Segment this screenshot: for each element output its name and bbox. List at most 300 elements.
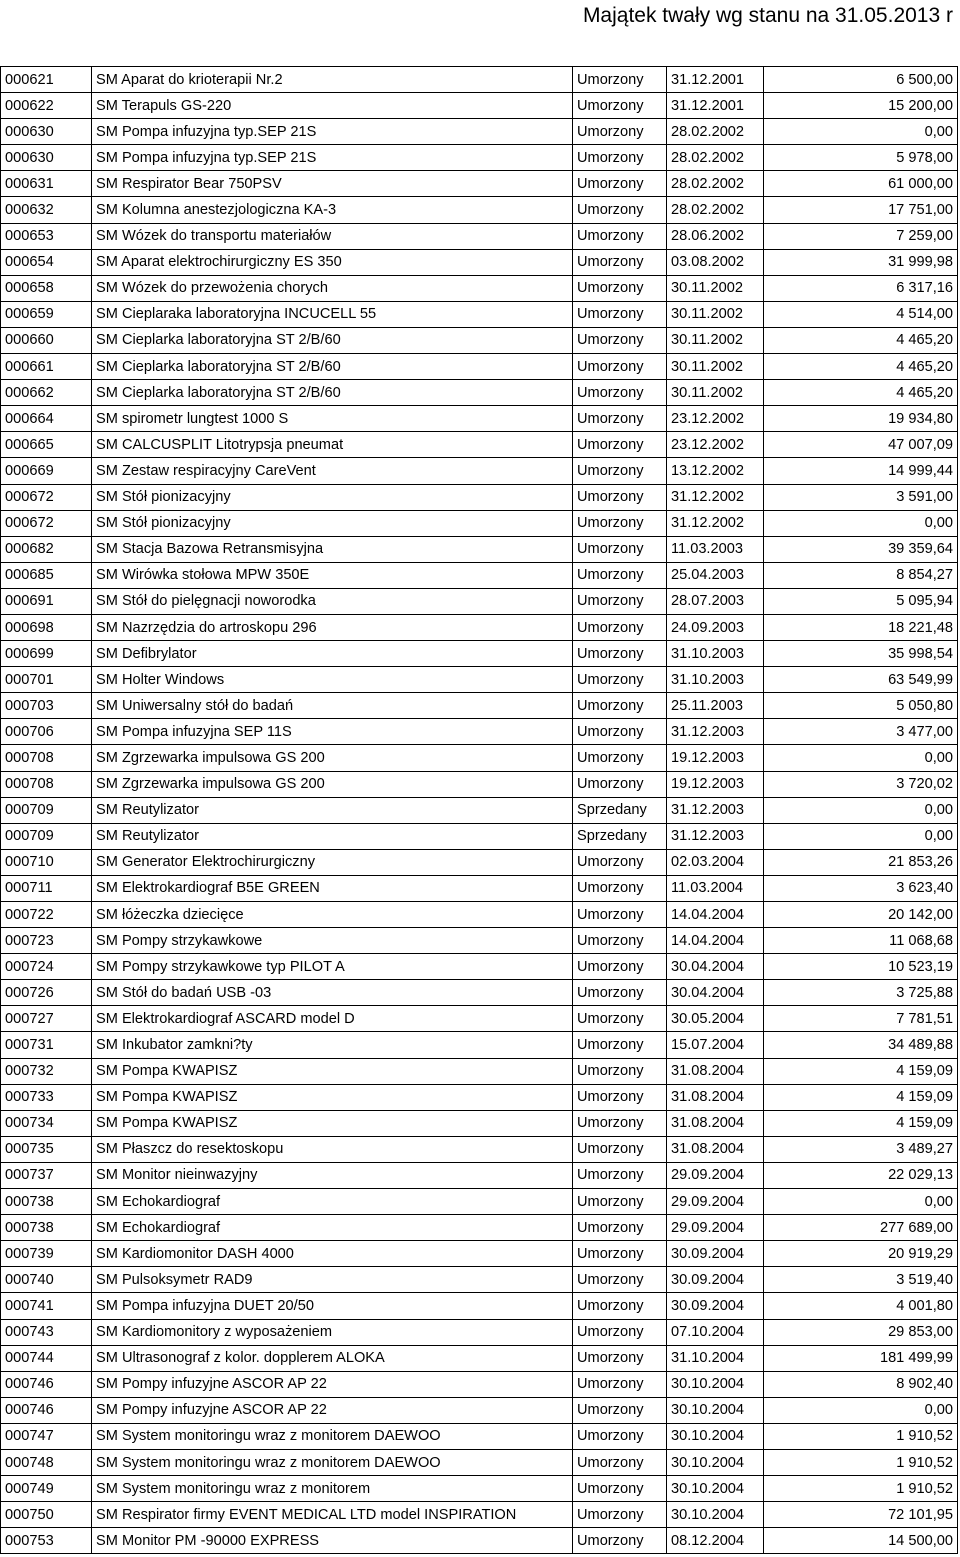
asset-status-cell: Umorzony <box>573 1058 667 1084</box>
table-row <box>1 1397 958 1423</box>
asset-id-cell: 000738 <box>1 1215 92 1241</box>
asset-date-cell: 30.05.2004 <box>667 1006 764 1032</box>
table-row <box>1 275 958 301</box>
asset-date-cell: 31.12.2001 <box>667 67 764 93</box>
asset-date-cell: 25.04.2003 <box>667 562 764 588</box>
asset-value-cell: 4 514,00 <box>764 301 958 327</box>
asset-date-cell: 30.10.2004 <box>667 1371 764 1397</box>
table-row <box>1 928 958 954</box>
asset-id-cell: 000731 <box>1 1032 92 1058</box>
table-row <box>1 771 958 797</box>
table-row <box>1 458 958 484</box>
asset-status-cell: Umorzony <box>573 1476 667 1502</box>
asset-value-cell: 3 720,02 <box>764 771 958 797</box>
asset-name-cell: SM Terapuls GS-220 <box>92 93 573 119</box>
asset-value-cell: 17 751,00 <box>764 197 958 223</box>
asset-status-cell: Umorzony <box>573 1032 667 1058</box>
asset-date-cell: 31.08.2004 <box>667 1110 764 1136</box>
asset-value-cell: 4 001,80 <box>764 1293 958 1319</box>
asset-id-cell: 000735 <box>1 1136 92 1162</box>
asset-value-cell: 4 465,20 <box>764 354 958 380</box>
asset-date-cell: 11.03.2004 <box>667 875 764 901</box>
asset-id-cell: 000661 <box>1 354 92 380</box>
asset-value-cell: 47 007,09 <box>764 432 958 458</box>
asset-date-cell: 31.10.2003 <box>667 641 764 667</box>
asset-name-cell: SM Pulsoksymetr RAD9 <box>92 1267 573 1293</box>
asset-value-cell: 3 623,40 <box>764 875 958 901</box>
asset-name-cell: SM Uniwersalny stół do badań <box>92 693 573 719</box>
table-row <box>1 954 958 980</box>
asset-value-cell: 72 101,95 <box>764 1502 958 1528</box>
asset-date-cell: 11.03.2003 <box>667 536 764 562</box>
asset-value-cell: 5 050,80 <box>764 693 958 719</box>
asset-date-cell: 19.12.2003 <box>667 771 764 797</box>
table-row <box>1 1189 958 1215</box>
asset-status-cell: Umorzony <box>573 406 667 432</box>
asset-status-cell: Umorzony <box>573 1345 667 1371</box>
table-row <box>1 1319 958 1345</box>
asset-id-cell: 000685 <box>1 562 92 588</box>
asset-value-cell: 181 499,99 <box>764 1345 958 1371</box>
asset-status-cell: Umorzony <box>573 536 667 562</box>
asset-status-cell: Umorzony <box>573 1110 667 1136</box>
asset-date-cell: 31.12.2003 <box>667 823 764 849</box>
asset-value-cell: 22 029,13 <box>764 1162 958 1188</box>
asset-id-cell: 000711 <box>1 875 92 901</box>
asset-date-cell: 07.10.2004 <box>667 1319 764 1345</box>
asset-date-cell: 31.12.2002 <box>667 484 764 510</box>
asset-value-cell: 0,00 <box>764 797 958 823</box>
asset-status-cell: Umorzony <box>573 119 667 145</box>
asset-name-cell: SM Generator Elektrochirurgiczny <box>92 849 573 875</box>
asset-status-cell: Umorzony <box>573 902 667 928</box>
asset-status-cell: Umorzony <box>573 458 667 484</box>
asset-id-cell: 000750 <box>1 1502 92 1528</box>
asset-name-cell: SM Zgrzewarka impulsowa GS 200 <box>92 771 573 797</box>
table-row <box>1 1084 958 1110</box>
asset-value-cell: 10 523,19 <box>764 954 958 980</box>
asset-status-cell: Umorzony <box>573 954 667 980</box>
asset-date-cell: 31.12.2002 <box>667 510 764 536</box>
asset-id-cell: 000722 <box>1 902 92 928</box>
table-row <box>1 1423 958 1449</box>
asset-name-cell: SM CALCUSPLIT Litotrypsja pneumat <box>92 432 573 458</box>
asset-id-cell: 000743 <box>1 1319 92 1345</box>
asset-name-cell: SM Pompy strzykawkowe <box>92 928 573 954</box>
asset-date-cell: 30.09.2004 <box>667 1241 764 1267</box>
asset-date-cell: 30.10.2004 <box>667 1449 764 1475</box>
asset-date-cell: 24.09.2003 <box>667 614 764 640</box>
asset-date-cell: 29.09.2004 <box>667 1162 764 1188</box>
asset-status-cell: Umorzony <box>573 354 667 380</box>
asset-id-cell: 000746 <box>1 1371 92 1397</box>
asset-status-cell: Umorzony <box>573 327 667 353</box>
asset-value-cell: 4 465,20 <box>764 327 958 353</box>
asset-date-cell: 31.08.2004 <box>667 1058 764 1084</box>
asset-status-cell: Umorzony <box>573 693 667 719</box>
asset-name-cell: SM Elektrokardiograf B5E GREEN <box>92 875 573 901</box>
asset-id-cell: 000738 <box>1 1189 92 1215</box>
asset-name-cell: SM Defibrylator <box>92 641 573 667</box>
asset-status-cell: Umorzony <box>573 1136 667 1162</box>
asset-name-cell: SM System monitoringu wraz z monitorem DAEWOO <box>92 1449 573 1475</box>
asset-value-cell: 15 200,00 <box>764 93 958 119</box>
asset-date-cell: 30.09.2004 <box>667 1293 764 1319</box>
table-row <box>1 641 958 667</box>
asset-value-cell: 11 068,68 <box>764 928 958 954</box>
asset-status-cell: Umorzony <box>573 484 667 510</box>
asset-status-cell: Umorzony <box>573 980 667 1006</box>
asset-value-cell: 3 725,88 <box>764 980 958 1006</box>
asset-status-cell: Umorzony <box>573 875 667 901</box>
asset-date-cell: 30.10.2004 <box>667 1476 764 1502</box>
asset-value-cell: 3 477,00 <box>764 719 958 745</box>
asset-value-cell: 61 000,00 <box>764 171 958 197</box>
asset-date-cell: 15.07.2004 <box>667 1032 764 1058</box>
asset-date-cell: 31.08.2004 <box>667 1084 764 1110</box>
asset-id-cell: 000682 <box>1 536 92 562</box>
asset-date-cell: 14.04.2004 <box>667 928 764 954</box>
asset-id-cell: 000739 <box>1 1241 92 1267</box>
table-row <box>1 1006 958 1032</box>
asset-status-cell: Umorzony <box>573 1397 667 1423</box>
asset-name-cell: SM Płaszcz do resektoskopu <box>92 1136 573 1162</box>
asset-value-cell: 39 359,64 <box>764 536 958 562</box>
asset-name-cell: SM Stół do badań USB -03 <box>92 980 573 1006</box>
asset-name-cell: SM Kardiomonitory z wyposażeniem <box>92 1319 573 1345</box>
table-row <box>1 1032 958 1058</box>
table-row <box>1 406 958 432</box>
asset-status-cell: Umorzony <box>573 197 667 223</box>
asset-id-cell: 000698 <box>1 614 92 640</box>
asset-id-cell: 000709 <box>1 797 92 823</box>
asset-value-cell: 0,00 <box>764 510 958 536</box>
table-row <box>1 354 958 380</box>
table-row <box>1 223 958 249</box>
asset-date-cell: 02.03.2004 <box>667 849 764 875</box>
asset-value-cell: 8 902,40 <box>764 1371 958 1397</box>
asset-id-cell: 000630 <box>1 119 92 145</box>
asset-status-cell: Umorzony <box>573 1319 667 1345</box>
asset-value-cell: 0,00 <box>764 1189 958 1215</box>
table-row <box>1 1215 958 1241</box>
table-row <box>1 797 958 823</box>
asset-name-cell: SM Holter Windows <box>92 667 573 693</box>
asset-name-cell: SM Reutylizator <box>92 797 573 823</box>
asset-date-cell: 30.04.2004 <box>667 980 764 1006</box>
asset-value-cell: 1 910,52 <box>764 1449 958 1475</box>
asset-name-cell: SM Pompy infuzyjne ASCOR AP 22 <box>92 1371 573 1397</box>
asset-date-cell: 31.12.2003 <box>667 719 764 745</box>
asset-date-cell: 30.11.2002 <box>667 275 764 301</box>
table-row <box>1 1136 958 1162</box>
asset-value-cell: 35 998,54 <box>764 641 958 667</box>
asset-value-cell: 8 854,27 <box>764 562 958 588</box>
asset-name-cell: SM Respirator firmy EVENT MEDICAL LTD model INSPIRATION <box>92 1502 573 1528</box>
asset-status-cell: Umorzony <box>573 67 667 93</box>
asset-name-cell: SM Pompa infuzyjna SEP 11S <box>92 719 573 745</box>
asset-status-cell: Umorzony <box>573 1502 667 1528</box>
asset-value-cell: 6 500,00 <box>764 67 958 93</box>
table-row <box>1 980 958 1006</box>
asset-date-cell: 30.10.2004 <box>667 1397 764 1423</box>
asset-id-cell: 000691 <box>1 588 92 614</box>
table-row <box>1 745 958 771</box>
asset-date-cell: 31.12.2003 <box>667 797 764 823</box>
asset-status-cell: Umorzony <box>573 510 667 536</box>
asset-id-cell: 000653 <box>1 223 92 249</box>
asset-name-cell: SM Pompa KWAPISZ <box>92 1058 573 1084</box>
table-row <box>1 67 958 93</box>
asset-id-cell: 000748 <box>1 1449 92 1475</box>
asset-name-cell: SM Pompa infuzyjna typ.SEP 21S <box>92 145 573 171</box>
asset-value-cell: 63 549,99 <box>764 667 958 693</box>
asset-id-cell: 000664 <box>1 406 92 432</box>
asset-name-cell: SM Ultrasonograf z kolor. dopplerem ALOKA <box>92 1345 573 1371</box>
asset-date-cell: 14.04.2004 <box>667 902 764 928</box>
asset-date-cell: 28.02.2002 <box>667 145 764 171</box>
asset-name-cell: SM Kardiomonitor DASH 4000 <box>92 1241 573 1267</box>
asset-id-cell: 000710 <box>1 849 92 875</box>
asset-value-cell: 14 999,44 <box>764 458 958 484</box>
asset-name-cell: SM Cieplarka laboratoryjna ST 2/B/60 <box>92 327 573 353</box>
asset-id-cell: 000621 <box>1 67 92 93</box>
asset-date-cell: 30.11.2002 <box>667 380 764 406</box>
asset-date-cell: 25.11.2003 <box>667 693 764 719</box>
table-row <box>1 1371 958 1397</box>
asset-date-cell: 28.02.2002 <box>667 119 764 145</box>
asset-name-cell: SM Aparat do krioterapii Nr.2 <box>92 67 573 93</box>
asset-status-cell: Umorzony <box>573 1267 667 1293</box>
asset-date-cell: 28.02.2002 <box>667 171 764 197</box>
table-row <box>1 197 958 223</box>
asset-id-cell: 000723 <box>1 928 92 954</box>
asset-value-cell: 4 159,09 <box>764 1058 958 1084</box>
asset-value-cell: 0,00 <box>764 745 958 771</box>
asset-status-cell: Umorzony <box>573 1006 667 1032</box>
asset-date-cell: 30.04.2004 <box>667 954 764 980</box>
asset-id-cell: 000734 <box>1 1110 92 1136</box>
asset-status-cell: Umorzony <box>573 588 667 614</box>
asset-date-cell: 31.12.2001 <box>667 93 764 119</box>
asset-id-cell: 000658 <box>1 275 92 301</box>
asset-status-cell: Umorzony <box>573 93 667 119</box>
table-row <box>1 301 958 327</box>
asset-name-cell: SM Pompa KWAPISZ <box>92 1084 573 1110</box>
asset-value-cell: 277 689,00 <box>764 1215 958 1241</box>
asset-name-cell: SM Zestaw respiracyjny CareVent <box>92 458 573 484</box>
asset-status-cell: Umorzony <box>573 667 667 693</box>
asset-status-cell: Umorzony <box>573 1189 667 1215</box>
asset-name-cell: SM Wózek do przewożenia chorych <box>92 275 573 301</box>
asset-status-cell: Sprzedany <box>573 797 667 823</box>
asset-value-cell: 29 853,00 <box>764 1319 958 1345</box>
asset-name-cell: SM Zgrzewarka impulsowa GS 200 <box>92 745 573 771</box>
asset-value-cell: 7 259,00 <box>764 223 958 249</box>
asset-value-cell: 31 999,98 <box>764 249 958 275</box>
table-row <box>1 1528 958 1554</box>
asset-id-cell: 000660 <box>1 327 92 353</box>
asset-date-cell: 30.10.2004 <box>667 1502 764 1528</box>
asset-status-cell: Umorzony <box>573 301 667 327</box>
table-row <box>1 432 958 458</box>
asset-id-cell: 000733 <box>1 1084 92 1110</box>
asset-id-cell: 000672 <box>1 510 92 536</box>
table-row <box>1 1449 958 1475</box>
asset-id-cell: 000740 <box>1 1267 92 1293</box>
asset-status-cell: Umorzony <box>573 1215 667 1241</box>
table-row <box>1 719 958 745</box>
asset-value-cell: 0,00 <box>764 823 958 849</box>
asset-name-cell: SM Stół do pielęgnacji noworodka <box>92 588 573 614</box>
asset-id-cell: 000672 <box>1 484 92 510</box>
asset-id-cell: 000747 <box>1 1423 92 1449</box>
asset-value-cell: 0,00 <box>764 119 958 145</box>
asset-status-cell: Umorzony <box>573 849 667 875</box>
asset-name-cell: SM Cieplarka laboratoryjna ST 2/B/60 <box>92 354 573 380</box>
asset-value-cell: 3 519,40 <box>764 1267 958 1293</box>
asset-id-cell: 000741 <box>1 1293 92 1319</box>
table-row <box>1 875 958 901</box>
asset-date-cell: 23.12.2002 <box>667 432 764 458</box>
asset-name-cell: SM Reutylizator <box>92 823 573 849</box>
asset-id-cell: 000737 <box>1 1162 92 1188</box>
asset-name-cell: SM Pompa KWAPISZ <box>92 1110 573 1136</box>
asset-name-cell: SM Cieplarka laboratoryjna ST 2/B/60 <box>92 380 573 406</box>
asset-value-cell: 21 853,26 <box>764 849 958 875</box>
asset-date-cell: 13.12.2002 <box>667 458 764 484</box>
asset-date-cell: 30.11.2002 <box>667 301 764 327</box>
asset-table <box>0 66 958 1554</box>
asset-name-cell: SM System monitoringu wraz z monitorem <box>92 1476 573 1502</box>
asset-name-cell: SM Stół pionizacyjny <box>92 510 573 536</box>
asset-date-cell: 30.11.2002 <box>667 354 764 380</box>
asset-table-body <box>1 67 958 1554</box>
asset-status-cell: Umorzony <box>573 641 667 667</box>
table-row <box>1 1476 958 1502</box>
asset-date-cell: 31.10.2004 <box>667 1345 764 1371</box>
asset-value-cell: 3 591,00 <box>764 484 958 510</box>
table-row <box>1 145 958 171</box>
asset-name-cell: SM Pompa infuzyjna typ.SEP 21S <box>92 119 573 145</box>
asset-name-cell: SM Elektrokardiograf ASCARD model D <box>92 1006 573 1032</box>
asset-id-cell: 000732 <box>1 1058 92 1084</box>
asset-name-cell: SM Aparat elektrochirurgiczny ES 350 <box>92 249 573 275</box>
table-row <box>1 1058 958 1084</box>
asset-id-cell: 000753 <box>1 1528 92 1554</box>
table-row <box>1 693 958 719</box>
asset-status-cell: Umorzony <box>573 145 667 171</box>
table-row <box>1 614 958 640</box>
asset-date-cell: 30.09.2004 <box>667 1267 764 1293</box>
asset-name-cell: SM Monitor PM -90000 EXPRESS <box>92 1528 573 1554</box>
table-row <box>1 588 958 614</box>
asset-name-cell: SM Cieplaraka laboratoryjna INCUCELL 55 <box>92 301 573 327</box>
asset-id-cell: 000622 <box>1 93 92 119</box>
table-row <box>1 667 958 693</box>
asset-date-cell: 03.08.2002 <box>667 249 764 275</box>
asset-status-cell: Umorzony <box>573 171 667 197</box>
asset-name-cell: SM Inkubator zamkni?ty <box>92 1032 573 1058</box>
table-row <box>1 536 958 562</box>
asset-name-cell: SM Respirator Bear 750PSV <box>92 171 573 197</box>
asset-id-cell: 000699 <box>1 641 92 667</box>
table-row <box>1 1345 958 1371</box>
asset-name-cell: SM łóżeczka dziecięce <box>92 902 573 928</box>
asset-value-cell: 4 465,20 <box>764 380 958 406</box>
table-row <box>1 93 958 119</box>
asset-status-cell: Umorzony <box>573 719 667 745</box>
table-row <box>1 1162 958 1188</box>
asset-status-cell: Umorzony <box>573 380 667 406</box>
asset-date-cell: 19.12.2003 <box>667 745 764 771</box>
asset-value-cell: 20 919,29 <box>764 1241 958 1267</box>
asset-date-cell: 28.07.2003 <box>667 588 764 614</box>
asset-value-cell: 20 142,00 <box>764 902 958 928</box>
asset-name-cell: SM spirometr lungtest 1000 S <box>92 406 573 432</box>
asset-status-cell: Umorzony <box>573 249 667 275</box>
asset-id-cell: 000630 <box>1 145 92 171</box>
asset-value-cell: 4 159,09 <box>764 1084 958 1110</box>
table-row <box>1 380 958 406</box>
asset-status-cell: Umorzony <box>573 614 667 640</box>
asset-name-cell: SM Pompy strzykawkowe typ PILOT A <box>92 954 573 980</box>
asset-id-cell: 000631 <box>1 171 92 197</box>
asset-id-cell: 000665 <box>1 432 92 458</box>
table-row <box>1 1110 958 1136</box>
table-row <box>1 1267 958 1293</box>
table-row <box>1 327 958 353</box>
asset-value-cell: 1 910,52 <box>764 1476 958 1502</box>
asset-id-cell: 000662 <box>1 380 92 406</box>
asset-value-cell: 5 095,94 <box>764 588 958 614</box>
asset-status-cell: Umorzony <box>573 1084 667 1110</box>
asset-name-cell: SM Wirówka stołowa MPW 350E <box>92 562 573 588</box>
table-row <box>1 849 958 875</box>
asset-id-cell: 000706 <box>1 719 92 745</box>
asset-id-cell: 000708 <box>1 745 92 771</box>
asset-value-cell: 14 500,00 <box>764 1528 958 1554</box>
asset-date-cell: 29.09.2004 <box>667 1189 764 1215</box>
asset-id-cell: 000744 <box>1 1345 92 1371</box>
asset-value-cell: 4 159,09 <box>764 1110 958 1136</box>
table-row <box>1 510 958 536</box>
asset-value-cell: 34 489,88 <box>764 1032 958 1058</box>
table-row <box>1 171 958 197</box>
asset-value-cell: 5 978,00 <box>764 145 958 171</box>
asset-date-cell: 30.10.2004 <box>667 1423 764 1449</box>
page-title: Majątek twały wg stanu na 31.05.2013 r <box>582 4 953 27</box>
asset-id-cell: 000659 <box>1 301 92 327</box>
asset-id-cell: 000724 <box>1 954 92 980</box>
asset-value-cell: 1 910,52 <box>764 1423 958 1449</box>
asset-name-cell: SM Nazrzędzia do artroskopu 296 <box>92 614 573 640</box>
asset-status-cell: Sprzedany <box>573 823 667 849</box>
asset-status-cell: Umorzony <box>573 1371 667 1397</box>
table-row <box>1 823 958 849</box>
asset-status-cell: Umorzony <box>573 562 667 588</box>
asset-id-cell: 000709 <box>1 823 92 849</box>
asset-id-cell: 000669 <box>1 458 92 484</box>
asset-name-cell: SM Kolumna anestezjologiczna KA-3 <box>92 197 573 223</box>
asset-status-cell: Umorzony <box>573 223 667 249</box>
asset-date-cell: 08.12.2004 <box>667 1528 764 1554</box>
asset-id-cell: 000708 <box>1 771 92 797</box>
asset-name-cell: SM System monitoringu wraz z monitorem DAEWOO <box>92 1423 573 1449</box>
table-row <box>1 249 958 275</box>
asset-id-cell: 000749 <box>1 1476 92 1502</box>
asset-value-cell: 6 317,16 <box>764 275 958 301</box>
